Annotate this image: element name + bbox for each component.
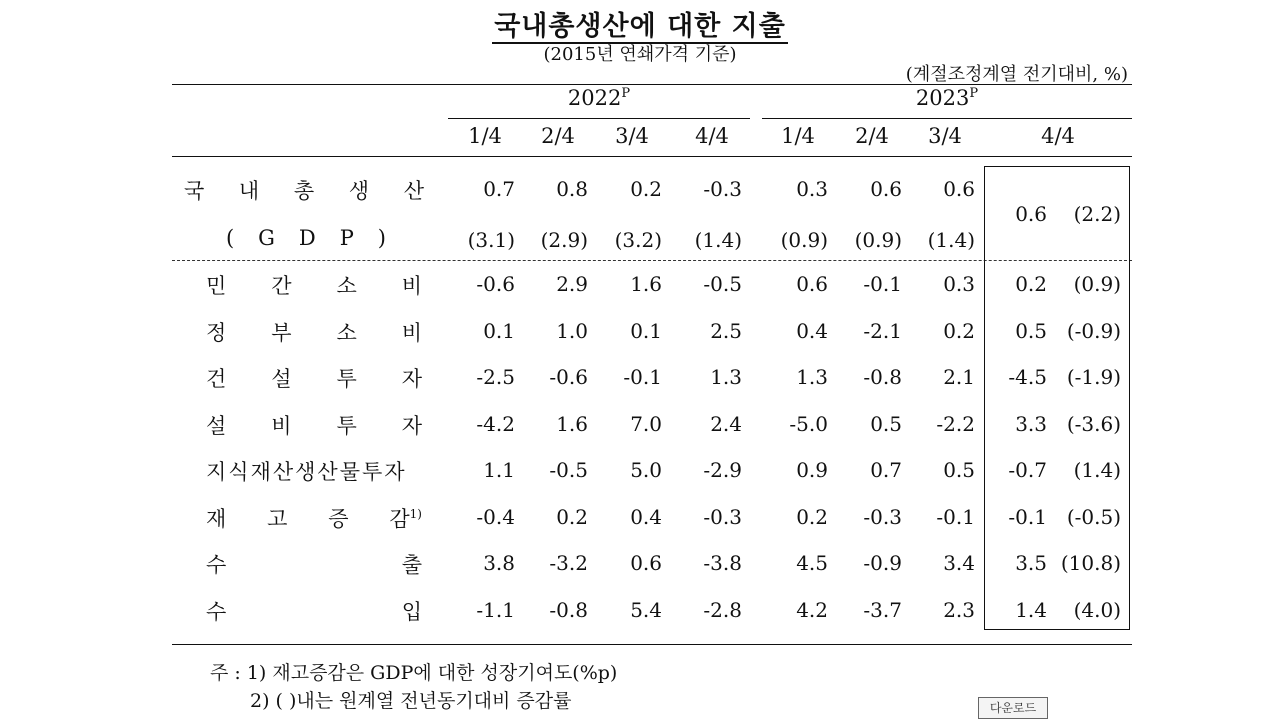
label-char: ) bbox=[377, 226, 386, 250]
gdp-yoy-value: (0.9) bbox=[854, 228, 902, 252]
label-char: 지식재산생산물투자 bbox=[206, 460, 407, 484]
gdp-value: 0.2 bbox=[630, 177, 662, 201]
table-cell-value: 5.4 bbox=[630, 597, 662, 622]
year-header-2022 bbox=[448, 86, 750, 110]
latest-quarter-value: 3.3 bbox=[1015, 411, 1047, 436]
quarter-header: 2/4 bbox=[541, 124, 575, 148]
table-cell-value: -0.6 bbox=[476, 272, 515, 296]
table-cell-value: 0.2 bbox=[943, 318, 975, 343]
label-char: G bbox=[258, 226, 275, 250]
label-char: ( bbox=[226, 226, 235, 250]
table-cell-value: 3.4 bbox=[943, 551, 975, 575]
gdp-yoy-value: (3.2) bbox=[614, 228, 662, 252]
label-char: 입 bbox=[401, 599, 422, 624]
label-char: 부 bbox=[271, 320, 292, 345]
table-cell-value: -0.8 bbox=[863, 365, 902, 389]
latest-quarter-value: 3.5 bbox=[1015, 551, 1047, 575]
top-rule bbox=[172, 84, 1132, 85]
row-label bbox=[206, 410, 422, 440]
table-cell-value: -3.8 bbox=[703, 551, 742, 575]
latest-quarter-yoy: (-1.9) bbox=[1066, 365, 1121, 389]
table-cell-value: 2.1 bbox=[943, 365, 975, 389]
label-char: 내 bbox=[238, 179, 260, 203]
table-cell-value: -2.2 bbox=[936, 411, 975, 436]
table-cell-value: 1.6 bbox=[630, 272, 662, 296]
table-cell-value: 1.1 bbox=[483, 458, 515, 482]
quarter-header: 4/4 bbox=[695, 124, 729, 148]
row-label bbox=[206, 317, 422, 347]
gdp-value: 0.6 bbox=[870, 177, 902, 201]
table-cell-value: 0.4 bbox=[796, 318, 828, 343]
quarter-header: 2/4 bbox=[855, 124, 889, 148]
year-preliminary-mark: P bbox=[969, 86, 979, 101]
label-char: 민 bbox=[206, 274, 227, 298]
table-cell-value: 3.8 bbox=[483, 551, 515, 575]
label-char: 생 bbox=[348, 179, 370, 203]
table-cell-value: -0.1 bbox=[623, 365, 662, 389]
footnote-mark: 1) bbox=[409, 506, 422, 521]
latest-quarter-value: 0.2 bbox=[1015, 272, 1047, 296]
table-cell-value: -0.3 bbox=[863, 504, 902, 529]
table-cell-value: 0.2 bbox=[796, 504, 828, 529]
latest-quarter-value: 1.4 bbox=[1015, 597, 1047, 622]
label-char: 비 bbox=[401, 274, 422, 298]
table-cell-value: 0.6 bbox=[796, 272, 828, 296]
year-underline-2023 bbox=[762, 118, 1132, 119]
label-char: D bbox=[298, 226, 316, 250]
label-char: 자 bbox=[401, 413, 422, 438]
table-cell-value: 2.4 bbox=[710, 411, 742, 436]
header-bottom-rule bbox=[172, 156, 1132, 157]
row-label bbox=[206, 549, 422, 579]
table-cell-value: 0.3 bbox=[943, 272, 975, 296]
table-cell-value: 5.0 bbox=[630, 458, 662, 482]
table-cell-value: -0.6 bbox=[549, 365, 588, 389]
label-char: 간 bbox=[271, 274, 292, 298]
year-header-2023 bbox=[762, 86, 1132, 110]
footnote-1: 주 : 1) 재고증감은 GDP에 대한 성장기여도(%p) bbox=[210, 662, 618, 684]
table-subtitle: (2015년 연쇄가격 기준) bbox=[543, 44, 737, 65]
gdp-yoy-value: (1.4) bbox=[694, 228, 742, 252]
latest-quarter-value: -4.5 bbox=[1008, 365, 1047, 389]
gdp-value: 0.6 bbox=[943, 177, 975, 201]
label-char: P bbox=[339, 226, 354, 250]
table-cell-value: 0.4 bbox=[630, 504, 662, 529]
gdp-value: 0.8 bbox=[556, 177, 588, 201]
table-cell-value: 1.3 bbox=[796, 365, 828, 389]
table-cell-value: 0.1 bbox=[483, 318, 515, 343]
label-char: 투 bbox=[336, 413, 357, 438]
label-char: 수 bbox=[206, 599, 227, 624]
label-char: 출 bbox=[401, 553, 422, 577]
label-char: 총 bbox=[293, 179, 315, 203]
footnote-2: 2) ( )내는 원계열 전년동기대비 증감률 bbox=[250, 690, 572, 712]
row-label bbox=[206, 456, 426, 486]
table-cell-value: -2.5 bbox=[476, 365, 515, 389]
table-cell-value: -4.2 bbox=[476, 411, 515, 436]
table-cell-value: -2.9 bbox=[703, 458, 742, 482]
gdp-yoy-value: (0.9) bbox=[780, 228, 828, 252]
table-cell-value: 0.5 bbox=[943, 458, 975, 482]
label-char: 소 bbox=[336, 320, 357, 345]
gdp-latest-value: 0.6 bbox=[1015, 202, 1047, 226]
table-cell-value: 1.0 bbox=[556, 318, 588, 343]
table-cell-value: 7.0 bbox=[630, 411, 662, 436]
label-char: 산 bbox=[403, 179, 424, 203]
download-button[interactable]: 다운로드 bbox=[978, 697, 1048, 719]
label-char: 소 bbox=[336, 274, 357, 298]
table-cell-value: 0.5 bbox=[870, 411, 902, 436]
quarter-header: 4/4 bbox=[1041, 124, 1075, 148]
table-cell-value: -0.3 bbox=[703, 504, 742, 529]
table-cell-value: 0.1 bbox=[630, 318, 662, 343]
row-label bbox=[206, 363, 422, 393]
year-preliminary-mark: P bbox=[621, 86, 631, 101]
label-char: 수 bbox=[206, 553, 227, 577]
label-char: 국 bbox=[184, 179, 205, 203]
table-cell-value: 4.5 bbox=[796, 551, 828, 575]
table-cell-value: 2.3 bbox=[943, 597, 975, 622]
gdp-latest-yoy: (2.2) bbox=[1073, 202, 1121, 226]
table-cell-value: -0.9 bbox=[863, 551, 902, 575]
table-cell-value: 2.9 bbox=[556, 272, 588, 296]
table-cell-value: -0.5 bbox=[549, 458, 588, 482]
row-label bbox=[206, 503, 422, 533]
table-cell-value: 0.6 bbox=[630, 551, 662, 575]
label-char: 증 bbox=[328, 506, 349, 531]
table-title-text: 국내총생산에 대한 지출 bbox=[494, 11, 786, 42]
table-cell-value: -0.1 bbox=[863, 272, 902, 296]
quarter-header: 3/4 bbox=[928, 124, 962, 148]
table-cell-value: -0.5 bbox=[703, 272, 742, 296]
table-cell-value: -3.2 bbox=[549, 551, 588, 575]
gdp-yoy-value: (2.9) bbox=[540, 228, 588, 252]
gdp-yoy-value: (1.4) bbox=[927, 228, 975, 252]
label-char: 감 bbox=[389, 506, 410, 531]
unit-note: (계절조정계열 전기대비, %) bbox=[905, 64, 1128, 85]
table-cell-value: 1.3 bbox=[710, 365, 742, 389]
table-cell-value: -2.8 bbox=[703, 597, 742, 622]
latest-quarter-yoy: (0.9) bbox=[1073, 272, 1121, 296]
label-char: 정 bbox=[206, 320, 227, 345]
label-char: 비 bbox=[401, 320, 422, 345]
label-char: 투 bbox=[336, 367, 357, 391]
latest-quarter-value: 0.5 bbox=[1015, 318, 1047, 343]
gdp-value: -0.3 bbox=[703, 177, 742, 201]
year-label: 2022 bbox=[567, 86, 622, 110]
table-title bbox=[0, 4, 1280, 43]
row-label bbox=[206, 596, 422, 626]
label-char: 자 bbox=[401, 367, 422, 391]
year-underline-2022 bbox=[448, 118, 750, 119]
label-char: 설 bbox=[271, 367, 292, 391]
gdp-yoy-value: (3.1) bbox=[467, 228, 515, 252]
latest-quarter-yoy: (-0.5) bbox=[1066, 504, 1121, 529]
table-cell-value: 0.7 bbox=[870, 458, 902, 482]
latest-quarter-yoy: (-0.9) bbox=[1066, 318, 1121, 343]
table-cell-value: 0.9 bbox=[796, 458, 828, 482]
latest-quarter-yoy: (10.8) bbox=[1060, 551, 1121, 575]
table-cell-value: -0.1 bbox=[936, 504, 975, 529]
label-char-with-mark bbox=[389, 503, 422, 533]
label-char: 고 bbox=[267, 506, 288, 531]
quarter-header: 1/4 bbox=[468, 124, 502, 148]
table-cell-value: -0.8 bbox=[549, 597, 588, 622]
latest-quarter-yoy: (4.0) bbox=[1073, 597, 1121, 622]
quarter-header: 1/4 bbox=[781, 124, 815, 148]
table-cell-value: 2.5 bbox=[710, 318, 742, 343]
latest-quarter-value: -0.7 bbox=[1008, 458, 1047, 482]
table-cell-value: -2.1 bbox=[863, 318, 902, 343]
label-char: 설 bbox=[206, 413, 227, 438]
row-label-gdp bbox=[184, 175, 424, 205]
gdp-value: 0.7 bbox=[483, 177, 515, 201]
label-char: 비 bbox=[271, 413, 292, 438]
row-label-gdp-abbr bbox=[226, 226, 386, 250]
table-cell-value: -5.0 bbox=[789, 411, 828, 436]
label-char: 건 bbox=[206, 367, 227, 391]
table-cell-value: 1.6 bbox=[556, 411, 588, 436]
bottom-rule bbox=[172, 644, 1132, 645]
table-cell-value: -0.4 bbox=[476, 504, 515, 529]
table-cell-value: 4.2 bbox=[796, 597, 828, 622]
row-label bbox=[206, 270, 422, 300]
latest-quarter-yoy: (-3.6) bbox=[1066, 411, 1121, 436]
gdp-value: 0.3 bbox=[796, 177, 828, 201]
table-cell-value: -1.1 bbox=[476, 597, 515, 622]
label-char: 재 bbox=[206, 506, 227, 531]
latest-quarter-value: -0.1 bbox=[1008, 504, 1047, 529]
year-label: 2023 bbox=[915, 86, 970, 110]
quarter-header: 3/4 bbox=[615, 124, 649, 148]
table-cell-value: -3.7 bbox=[863, 597, 902, 622]
table-cell-value: 0.2 bbox=[556, 504, 588, 529]
latest-quarter-yoy: (1.4) bbox=[1073, 458, 1121, 482]
